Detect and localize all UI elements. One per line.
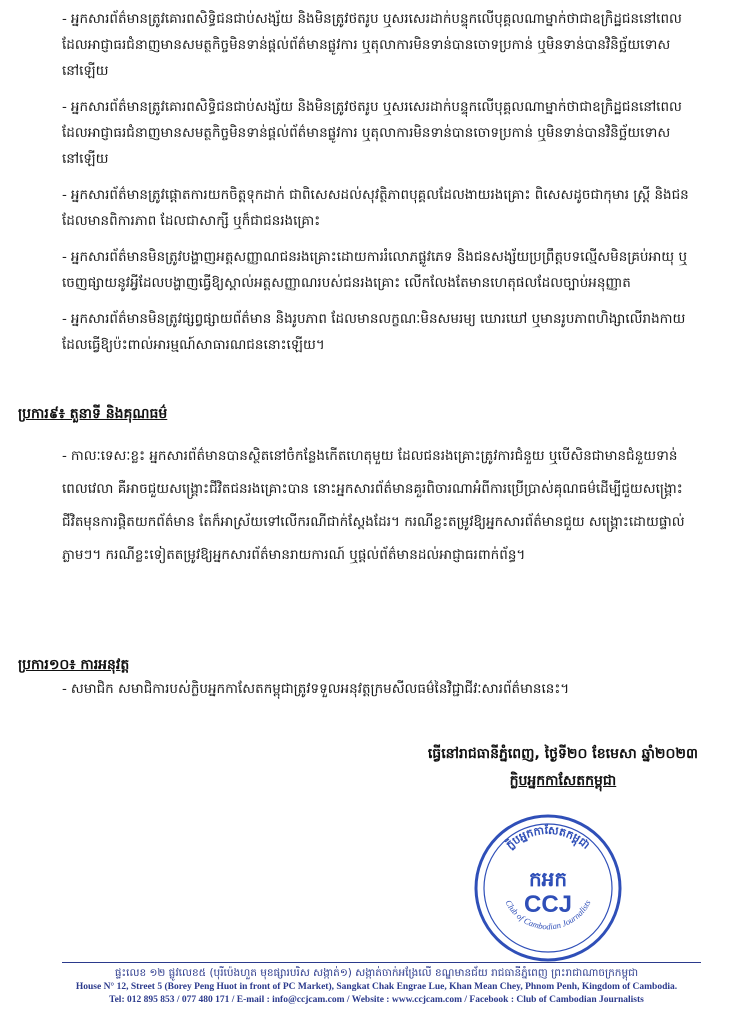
article-9-body	[62, 440, 702, 582]
bullet-text: អ្នកសារព័ត៌មានត្រូវគោរពសិទ្ធិជនជាប់សង្ស័យ និងមិនត្រូវថតរូប ឬសរសេរដាក់បន្ទុកលើបុគ្គលណាម្នាក់ថាជាឧក្រិដ្ឋជននៅពេលដែលអាជ្ញាធរជំនាញមានសមត្ថកិច្ចមិនទាន់ផ្តល់ព័ត៌មានផ្លូវការ ឬតុលាការមិនទាន់បានចោទប្រកាន់ ឬមិនទាន់បានវិនិច្ឆ័យទោសនៅឡើយ	[62, 99, 682, 167]
seal-english-arc: Club of Cambodian Journalists	[503, 898, 593, 932]
bullet-text: អ្នកសារព័ត៌មានត្រូវគោរពសិទ្ធិជនជាប់សង្ស័យ និងមិនត្រូវថតរូប ឬសរសេរដាក់បន្ទុកលើបុគ្គលណាម្នាក់ថាជាឧក្រិដ្ឋជននៅពេលដែលអាជ្ញាធរជំនាញមានសមត្ថកិច្ចមិនទាន់ផ្តល់ព័ត៌មានផ្លូវការ ឬតុលាការមិនទាន់បានចោទប្រកាន់ ឬមិនទាន់បានវិនិច្ឆ័យទោសនៅឡើយ	[62, 11, 682, 79]
seal-english-abbrev: CCJ	[523, 891, 573, 918]
bullet-text: កាលៈទេសៈខ្លះ អ្នកសារព័ត៌មានបានស្ថិតនៅចំកន្លែងកើតហេតុមួយ ដែលជនរងគ្រោះត្រូវការជំនួយ ឬបើសិនជាមានជំនួយទាន់ពេលវេលា គឺអាចជួយសង្គ្រោះជីវិតជនរងគ្រោះបាន នោះអ្នកសារព័ត៌មានគួរពិចារណាអំពីការប្រើប្រាស់គុណធម៌ដើម្បីជួយសង្គ្រោះជីវិតមុនការផ្តិតយកព័ត៌មាន តែក៏អាស្រ័យទៅលើករណីជាក់ស្តែងដែរ។ ករណីខ្លះតម្រូវឱ្យអ្នកសារព័ត៌មានជួយ សង្គ្រោះដោយផ្ទាល់ភ្លាមៗ។ ករណីខ្លះទៀតតម្រូវឱ្យអ្នកសារព័ត៌មានរាយការណ៍ ឬផ្តល់ព័ត៌មានដល់អាជ្ញាធរពាក់ព័ន្ធ។	[62, 448, 685, 563]
seal-khmer-arc: ក្លិបអ្នកកាសែតកម្ពុជា	[503, 823, 593, 852]
footer-contact: Tel: 012 895 853 / 077 480 171 / E-mail : info@ccjcam.com / Website : www.ccjcam.com / Facebook : Club of Cambodian Journalists	[109, 995, 644, 1005]
article-10-heading: ប្រការ១០៖ ការអនុវត្ត	[18, 657, 130, 673]
bullet-dash: -	[62, 99, 67, 115]
bullet-dash: -	[62, 11, 67, 27]
bullet-item	[62, 440, 702, 572]
bullet-item	[62, 6, 702, 84]
article-10-body	[62, 676, 702, 712]
footer-khmer-address: ផ្ទះលេខ ១២ ផ្លូវលេខ៥ (បុរីប៉េងហួត មុខផ្សារបរិស សង្កាត់១) សង្កាត់ចាក់អង្រែលើ ខណ្ឌមានជ័យ រាជធានីភ្នំពេញ ព្រះរាជាណាចក្រកម្ពុជា	[114, 967, 639, 979]
club-seal-stamp	[472, 812, 624, 964]
bullet-dash: -	[62, 681, 67, 697]
bullet-text: អ្នកសារព័ត៌មានមិនត្រូវផ្សព្វផ្សាយព័ត៌មាន និងរូបភាព ដែលមានលក្ខណៈមិនសមរម្យ ឃោរឃៅ ឬមានរូបភាពហិង្សាលើរាងកាយដែលធ្វើឱ្យប៉ះពាល់អារម្មណ៍សាធារណជននោះឡើយ។	[62, 311, 686, 353]
bullet-text: សមាជិក សមាជិការបស់ក្លិបអ្នកកាសែតកម្ពុជាត្រូវទទួលអនុវត្តក្រមសីលធម៌នៃវិជ្ជាជីវៈសារព័ត៌មាននេះ។	[70, 681, 570, 697]
seal-khmer-abbrev: កអក	[528, 867, 568, 891]
footer-divider	[62, 962, 701, 963]
bullet-item	[62, 306, 702, 358]
bullet-item	[62, 94, 702, 172]
bullet-text: អ្នកសារព័ត៌មានត្រូវផ្តោតការយកចិត្តទុកដាក់ ជាពិសេសដល់សុវត្ថិភាពបុគ្គលដែលងាយរងគ្រោះ ពិសេសដូចជាកុមារ ស្ត្រី និងជនដែលមានពិការភាព ដែលជាសាក្សី ឬក៏ជាជនរងគ្រោះ	[62, 187, 689, 229]
bullet-item	[62, 182, 702, 234]
ethics-bullet-list	[62, 6, 702, 368]
footer-english-address: House N° 12, Street 5 (Borey Peng Huot in front of PC Market), Sangkat Chak Engrae Lue, Khan Mean Chey, Phnom Penh, Kingdom of Cambodia.	[75, 982, 678, 992]
bullet-dash: -	[62, 311, 67, 327]
article-9-heading: ប្រការ៩៖ តួនាទី និងគុណធម៌	[18, 406, 168, 422]
signing-organization: ក្លិបអ្នកកាសែតកម្ពុជា	[509, 773, 617, 789]
letterhead-footer	[0, 962, 753, 1003]
bullet-dash: -	[62, 187, 67, 203]
bullet-item	[62, 244, 702, 296]
bullet-item	[62, 676, 702, 702]
bullet-dash: -	[62, 249, 67, 265]
signing-date: ធ្វើនៅរាជធានីភ្នំពេញ, ថ្ងៃទី២០ ខែមេសា ឆ្នាំ២០២៣	[427, 746, 698, 762]
bullet-text: អ្នកសារព័ត៌មានមិនត្រូវបង្ហាញអត្តសញ្ញាណជនរងគ្រោះដោយការរំលោភផ្លូវភេទ និងជនសង្ស័យប្រព្រឹត្តបទល្មើសមិនគ្រប់អាយុ ឬចេញផ្សាយនូវអ្វីដែលបង្ហាញធ្វើឱ្យស្គាល់អត្តសញ្ញាណរបស់ជនរងគ្រោះ លើកលែងតែមានហេតុផលដែលច្បាប់អនុញ្ញាត	[62, 249, 688, 291]
signature-block	[428, 740, 698, 794]
bullet-dash: -	[62, 448, 67, 464]
